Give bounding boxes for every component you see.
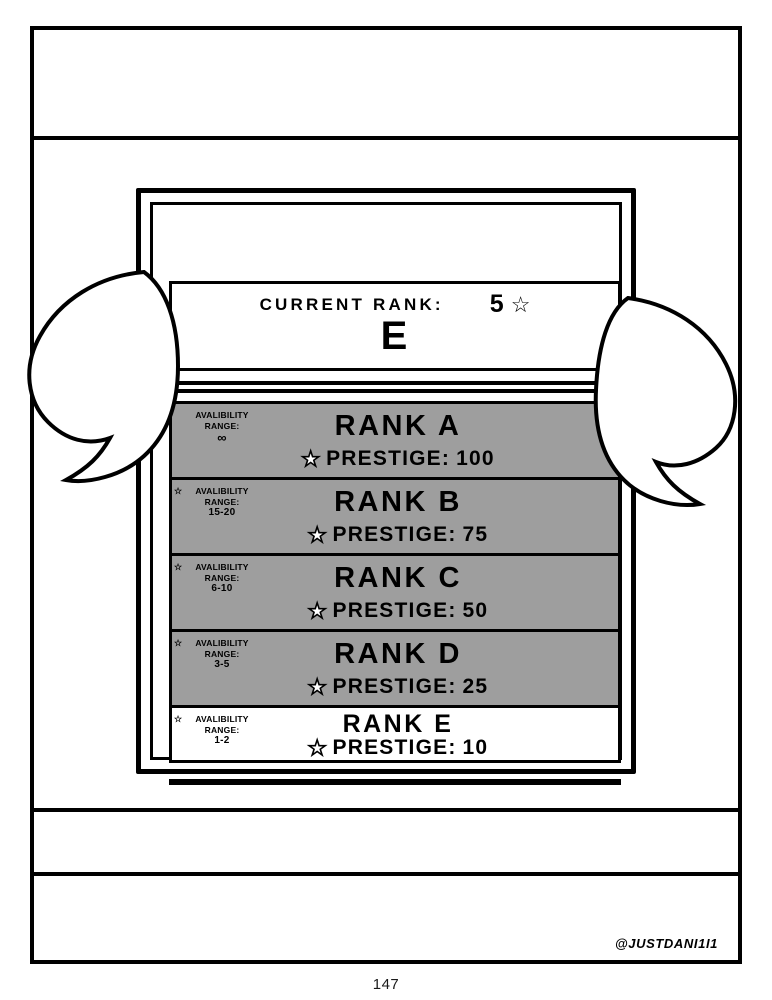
star-filled-icon: ★: [307, 675, 327, 699]
availability-label-line2: RANGE:: [204, 572, 240, 583]
current-rank-value: E: [380, 314, 410, 358]
screen-rule-lower: [169, 389, 621, 393]
rank-name: RANK E: [342, 710, 454, 738]
screen-rule-upper: [169, 381, 621, 385]
star-outline-icon: ☆: [174, 486, 183, 496]
panel-divider-lower-2: [30, 872, 742, 876]
prestige-value: 50: [462, 599, 489, 622]
prestige-value: 10: [462, 736, 489, 759]
prestige-value: 25: [462, 675, 489, 698]
star-filled-icon: ★: [301, 447, 321, 471]
rank-row[interactable]: [169, 705, 621, 763]
availability-range: 15-20: [208, 507, 236, 519]
star-outline-icon: ☆: [174, 562, 183, 572]
availability-label-line1: AVALIBILITY: [195, 410, 249, 420]
rank-row[interactable]: [169, 629, 621, 708]
prestige-row: [172, 523, 624, 547]
rank-list: [169, 401, 621, 760]
screen-footer-bar: [169, 779, 621, 785]
prestige-word: PRESTIGE:: [332, 523, 457, 546]
prestige-word: PRESTIGE:: [326, 447, 451, 470]
rank-row[interactable]: [169, 401, 621, 480]
rank-name: RANK B: [334, 486, 462, 518]
prestige-row: [172, 736, 624, 760]
prestige-row: [172, 599, 624, 623]
score-value: 5: [489, 290, 505, 318]
page-number: 147: [372, 976, 400, 993]
availability-range: 3-5: [214, 659, 230, 671]
availability-range: 1-2: [214, 735, 230, 747]
current-rank-label: CURRENT RANK:: [259, 294, 444, 314]
prestige-value: 75: [462, 523, 489, 546]
panel-divider-top: [30, 136, 742, 140]
rank-row[interactable]: [169, 553, 621, 632]
availability-label-line2: RANGE:: [204, 724, 240, 735]
availability-label-line1: AVALIBILITY: [195, 714, 249, 724]
right-hand: [576, 296, 746, 526]
rank-name: RANK D: [334, 638, 462, 670]
availability-range: ∞: [217, 430, 227, 446]
prestige-word: PRESTIGE:: [332, 599, 457, 622]
star-filled-icon: ★: [307, 599, 327, 623]
device-screen: [161, 239, 611, 760]
star-filled-icon: ★: [307, 736, 327, 760]
prestige-value: 100: [456, 447, 495, 470]
rank-name: RANK A: [334, 410, 462, 442]
availability-label-line2: RANGE:: [204, 648, 240, 659]
star-outline-icon: ☆: [174, 714, 183, 724]
prestige-word: PRESTIGE:: [332, 736, 457, 759]
device-bezel: [150, 202, 622, 760]
prestige-row: [172, 447, 624, 471]
availability-label-line1: AVALIBILITY: [195, 638, 249, 648]
rank-name: RANK C: [334, 562, 462, 594]
artist-credit: @JUSTDANI1I1: [615, 936, 718, 951]
availability-label-line1: AVALIBILITY: [195, 562, 249, 572]
panel-divider-lower-1: [30, 808, 742, 812]
rank-row[interactable]: [169, 477, 621, 556]
availability-label-line2: RANGE:: [204, 420, 240, 431]
availability-label-line1: AVALIBILITY: [195, 486, 249, 496]
prestige-word: PRESTIGE:: [332, 675, 457, 698]
prestige-row: [172, 675, 624, 699]
current-rank-panel: [169, 281, 621, 371]
availability-range: 6-10: [211, 583, 233, 595]
left-hand: [26, 270, 196, 510]
availability-label-line2: RANGE:: [204, 496, 240, 507]
handheld-device: [136, 188, 636, 774]
star-filled-icon: ★: [307, 523, 327, 547]
star-outline-icon: ☆: [510, 291, 531, 317]
star-outline-icon: ☆: [174, 638, 183, 648]
